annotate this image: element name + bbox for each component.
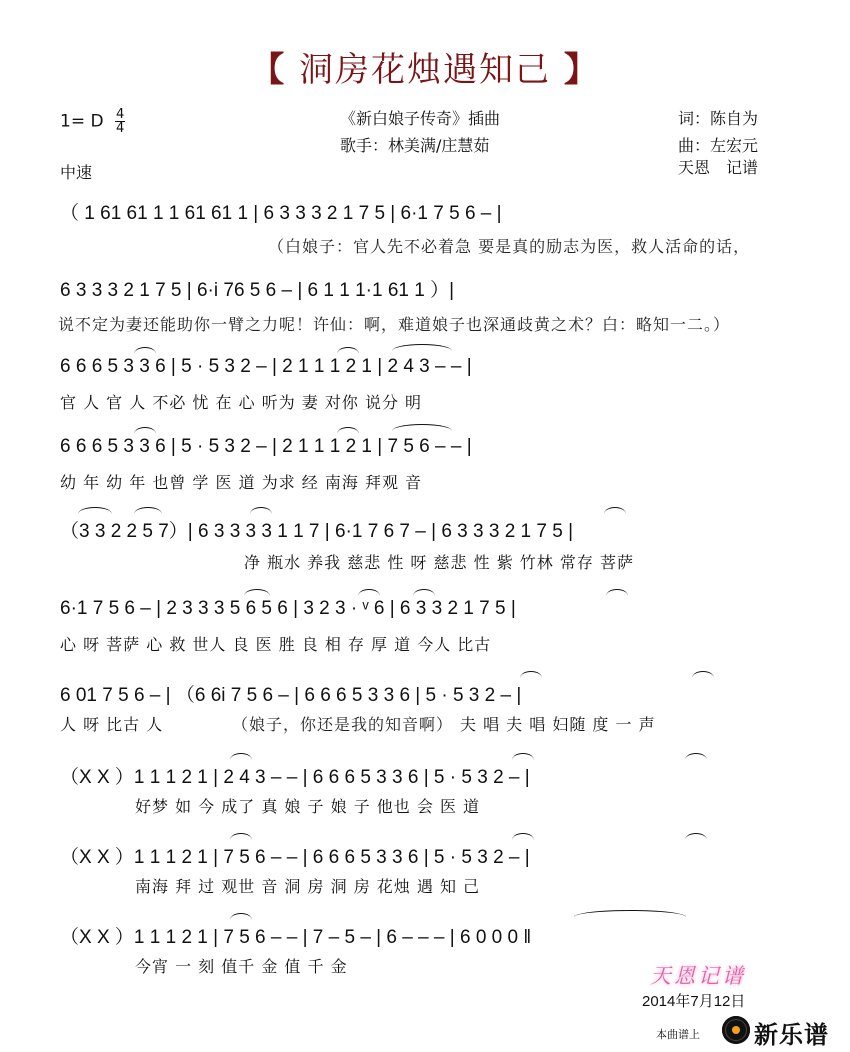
transcription-date: 2014年7月12日	[642, 993, 746, 1010]
slur-mark	[358, 589, 380, 596]
slur-mark	[685, 833, 707, 840]
slur-mark	[337, 427, 359, 434]
slur-mark	[512, 833, 534, 840]
transcriber: 天恩 记谱	[678, 158, 759, 177]
slur-mark	[230, 833, 252, 840]
transcriber-stamp: 天恩记谱	[650, 964, 746, 988]
slur-mark	[230, 753, 252, 760]
slur-mark	[512, 753, 534, 760]
score-row-7-dialogue: （娘子，你还是我的知音啊）	[232, 715, 454, 734]
lyricist: 词：陈自为	[678, 109, 759, 128]
site-logo-text[interactable]: 新乐谱	[754, 1021, 829, 1049]
slur-mark	[692, 671, 714, 678]
slur-mark	[685, 753, 707, 760]
score-row-10-notes: （X X ）1 1 1 2 1 | 7 5 6 – – | 7 – 5 – | 6 – – – | 6 0 0 0 ‖	[60, 927, 532, 948]
tie-mark	[392, 424, 452, 431]
score-row-2-notes: 6 3 3 3 2 1 7 5 | 6·i 76 5 6 – | 6 1 1 1·1 61 1 ）|	[60, 280, 455, 301]
slur-mark	[78, 507, 112, 514]
composer: 曲：左宏元	[678, 136, 759, 155]
key-label: 1= D	[60, 111, 104, 132]
singers: 歌手：林美满/庄慧茹	[340, 136, 490, 155]
score-row-10-lyrics: 今宵 一 刻 值千 金 值 千 金	[135, 957, 348, 976]
source-drama: 《新白娘子传奇》插曲	[340, 109, 501, 128]
score-row-5-notes: （3 3 2 2 5 7）| 6 3 3 3 3 1 1 7 | 6·1 7 6 7 – | 6 3 3 3 2 1 7 5 |	[60, 521, 574, 542]
title-bracket-open: 【	[250, 50, 287, 90]
score-row-6-lyrics: 心 呀 菩萨 心 救 世人 良 医 胜 良 相 存 厚 道 今人 比古	[60, 635, 492, 654]
score-row-5-lyrics: 净 瓶水 养我 慈悲 性 呀 慈悲 性 紫 竹林 常存 菩萨	[244, 553, 634, 572]
score-row-4-lyrics: 幼 年 幼 年 也曾 学 医 道 为求 经 南海 拜观 音	[60, 473, 423, 492]
score-row-3-lyrics: 官 人 官 人 不必 忧 在 心 听为 妻 对你 说分 明	[60, 393, 423, 412]
slur-mark	[134, 507, 162, 514]
score-row-2-dialogue: 说不定为妻还能助你一臂之力呢！许仙：啊，难道娘子也深通歧黄之术？白：略知一二。）	[58, 315, 731, 334]
slur-mark	[250, 507, 272, 514]
score-row-7-notes: 6 01 7 5 6 – | （6 6i 7 5 6 – | 6 6 6 5 3 3 6 | 5 · 5 3 2 – |	[60, 685, 522, 706]
song-title: 洞房花烛遇知己	[299, 50, 551, 90]
slur-mark	[606, 589, 628, 596]
slur-mark	[134, 427, 156, 434]
score-row-4-notes: 6 6 6 5 3 3 6 | 5 · 5 3 2 – | 2 1 1 1 2 1 | 7 5 6 – – |	[60, 436, 472, 457]
score-row-7-lyrics-2: 夫 唱 夫 唱 妇随 度 一 声	[460, 715, 656, 734]
score-row-6-notes: 6·1 7 5 6 – | 2 3 3 3 5 6 5 6 | 3 2 3 · ᵛ 6 | 6 3 3 2 1 7 5 |	[60, 598, 516, 619]
score-row-1-dialogue: （白娘子：官人先不必着急 要是真的励志为医，救人活命的话，	[268, 237, 751, 256]
vinyl-record-icon	[722, 1016, 750, 1044]
time-sig-top: 4	[115, 107, 125, 122]
slur-mark	[244, 589, 270, 596]
slur-mark	[604, 507, 626, 514]
upload-note: 本曲谱上	[656, 1028, 700, 1041]
score-row-8-notes: （X X ）1 1 1 2 1 | 2 4 3 – – | 6 6 6 5 3 3 6 | 5 · 5 3 2 – |	[60, 767, 530, 788]
key-signature	[60, 108, 125, 135]
slur-mark	[413, 589, 435, 596]
score-row-8-lyrics: 好梦 如 今 成了 真 娘 子 娘 子 他也 会 医 道	[135, 797, 481, 816]
score-title	[0, 42, 850, 91]
tempo-marking: 中速	[60, 163, 93, 182]
score-row-1-notes: （ 1 61 61 1 1 61 61 1 | 6 3 3 3 2 1 7 5 | 6·1 7 5 6 – |	[60, 203, 502, 224]
score-row-3-notes: 6 6 6 5 3 3 6 | 5 · 5 3 2 – | 2 1 1 1 2 1 | 2 4 3 – – |	[60, 356, 472, 377]
slur-mark	[134, 347, 156, 354]
tie-mark	[574, 910, 686, 917]
slur-mark	[337, 347, 359, 354]
time-sig-bottom: 4	[115, 121, 125, 136]
score-row-9-lyrics: 南海 拜 过 观世 音 洞 房 洞 房 花烛 遇 知 己	[135, 877, 481, 896]
slur-mark	[520, 671, 542, 678]
time-signature	[115, 108, 125, 135]
slur-mark	[230, 913, 252, 920]
tie-mark	[392, 344, 452, 351]
score-row-7-lyrics: 人 呀 比古 人	[60, 715, 164, 734]
score-row-9-notes: （X X ）1 1 1 2 1 | 7 5 6 – – | 6 6 6 5 3 3 6 | 5 · 5 3 2 – |	[60, 847, 530, 868]
title-bracket-close: 】	[563, 50, 600, 90]
